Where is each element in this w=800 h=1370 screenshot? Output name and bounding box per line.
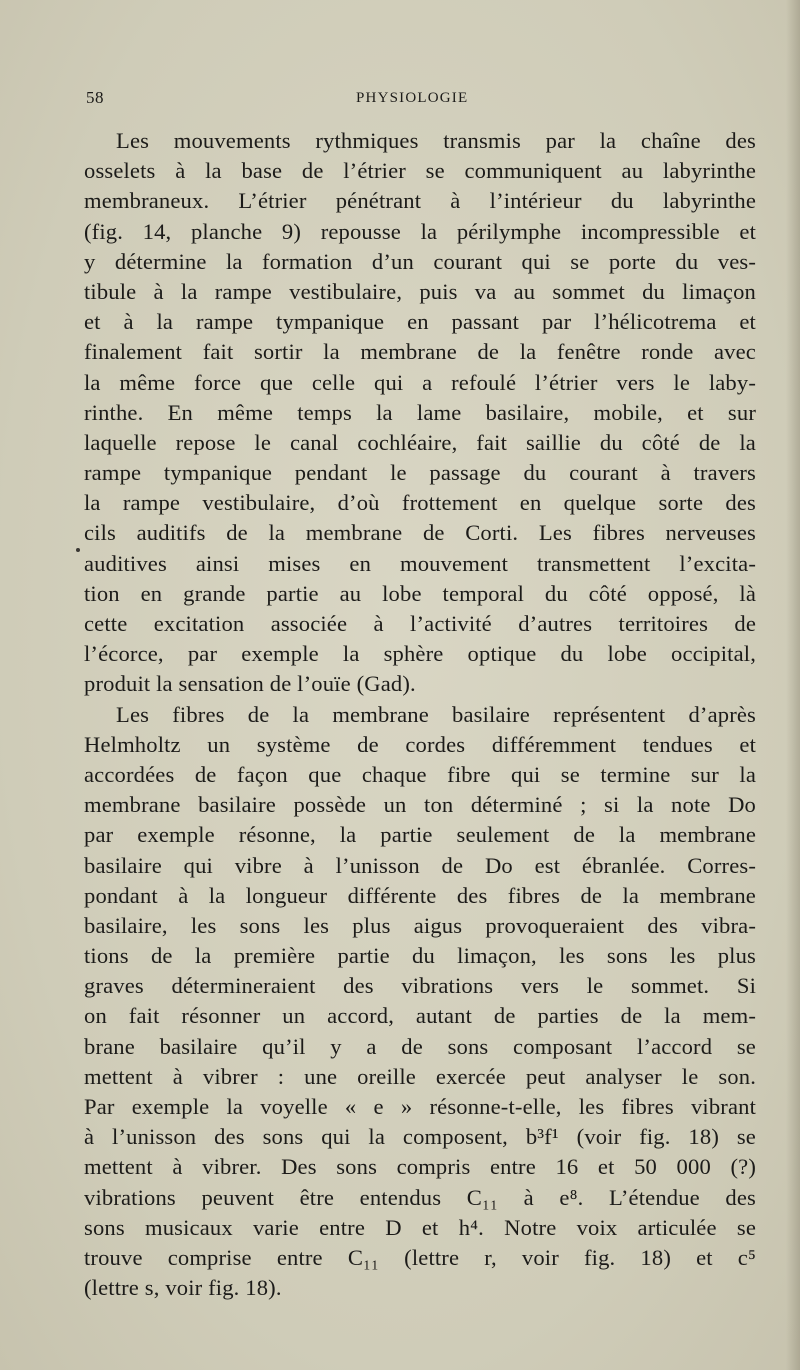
text-line: produit la sensation de l’ouïe (Gad). bbox=[84, 671, 416, 697]
text-line: y détermine la formation d’un courant qui se porte du ves- bbox=[84, 248, 756, 274]
text-line: mettent à vibrer : une oreille exercée peut analyser le son. bbox=[84, 1063, 756, 1089]
page-header bbox=[86, 88, 756, 114]
page-edge-shadow bbox=[786, 0, 800, 1370]
text-line: (fig. 14, planche 9) repousse la périlymphe incompressible et bbox=[84, 218, 756, 244]
text-line: Par exemple la voyelle « e » résonne-t-elle, les fibres vibrant bbox=[84, 1094, 756, 1119]
text-line: (lettre s, voir fig. 18). bbox=[84, 1275, 282, 1301]
text-line: graves détermineraient des vibrations vers le sommet. Si bbox=[84, 973, 756, 999]
text-line: on fait résonner un accord, autant de parties de la mem- bbox=[84, 1003, 756, 1029]
text-line: tibule à la rampe vestibulaire, puis va au sommet du limaçon bbox=[84, 278, 756, 304]
text-line: Les mouvements rythmiques transmis par la chaîne des bbox=[116, 128, 756, 153]
text-line: vibrations peuvent être entendus C₁₁ à e⁸. L’étendue des bbox=[84, 1184, 756, 1210]
text-line: et à la rampe tympanique en passant par l’hélicotrema et bbox=[84, 309, 756, 335]
text-line: rinthe. En même temps la lame basilaire, mobile, et sur bbox=[84, 399, 756, 425]
text-line: sons musicaux varie entre D et h⁴. Notre voix articulée se bbox=[84, 1214, 756, 1240]
text-line: membrane basilaire possède un ton déterminé ; si la note Do bbox=[84, 792, 756, 818]
text-line: finalement fait sortir la membrane de la fenêtre ronde avec bbox=[84, 339, 756, 365]
page-number: 58 bbox=[86, 88, 104, 107]
text-line: cils auditifs de la membrane de Corti. Les fibres nerveuses bbox=[84, 520, 756, 546]
text-line: l’écorce, par exemple la sphère optique du lobe occipital, bbox=[84, 641, 756, 667]
text-line: tion en grande partie au lobe temporal du côté opposé, là bbox=[84, 580, 756, 606]
text-line: osselets à la base de l’étrier se communiquent au labyrinthe bbox=[84, 158, 756, 184]
text-line: rampe tympanique pendant le passage du courant à travers bbox=[84, 460, 756, 486]
text-line: mettent à vibrer. Des sons compris entre 16 et 50 000 (?) bbox=[84, 1154, 756, 1180]
text-line: laquelle repose le canal cochléaire, fait saillie du côté de la bbox=[84, 429, 756, 455]
text-line: pondant à la longueur différente des fibres de la membrane bbox=[84, 882, 756, 908]
text-line: tions de la première partie du limaçon, les sons les plus bbox=[84, 943, 756, 969]
text-line: basilaire, les sons les plus aigus provoqueraient des vibra- bbox=[84, 912, 756, 938]
text-line: la même force que celle qui a refoulé l’étrier vers le laby- bbox=[84, 369, 756, 395]
text-line: par exemple résonne, la partie seulement de la membrane bbox=[84, 822, 756, 848]
text-line: la rampe vestibulaire, d’où frottement en quelque sorte des bbox=[84, 490, 756, 516]
margin-speck bbox=[76, 548, 80, 552]
text-line: à l’unisson des sons qui la composent, b³f¹ (voir fig. 18) se bbox=[84, 1124, 756, 1150]
text-line: trouve comprise entre C₁₁ (lettre r, voir fig. 18) et c⁵ bbox=[84, 1244, 756, 1270]
text-line: basilaire qui vibre à l’unisson de Do est ébranlée. Corres- bbox=[84, 852, 756, 878]
text-line: cette excitation associée à l’activité d’autres territoires de bbox=[84, 611, 756, 636]
text-line: Helmholtz un système de cordes différemment tendues et bbox=[84, 731, 756, 757]
text-line: brane basilaire qu’il y a de sons composant l’accord se bbox=[84, 1033, 756, 1059]
body-text bbox=[84, 126, 756, 1303]
text-line: auditives ainsi mises en mouvement transmettent l’excita- bbox=[84, 550, 756, 576]
running-head: PHYSIOLOGIE bbox=[356, 90, 469, 106]
text-line: accordées de façon que chaque fibre qui se termine sur la bbox=[84, 761, 756, 787]
text-line: Les fibres de la membrane basilaire représentent d’après bbox=[116, 701, 756, 727]
text-line: membraneux. L’étrier pénétrant à l’intérieur du labyrinthe bbox=[84, 188, 756, 214]
